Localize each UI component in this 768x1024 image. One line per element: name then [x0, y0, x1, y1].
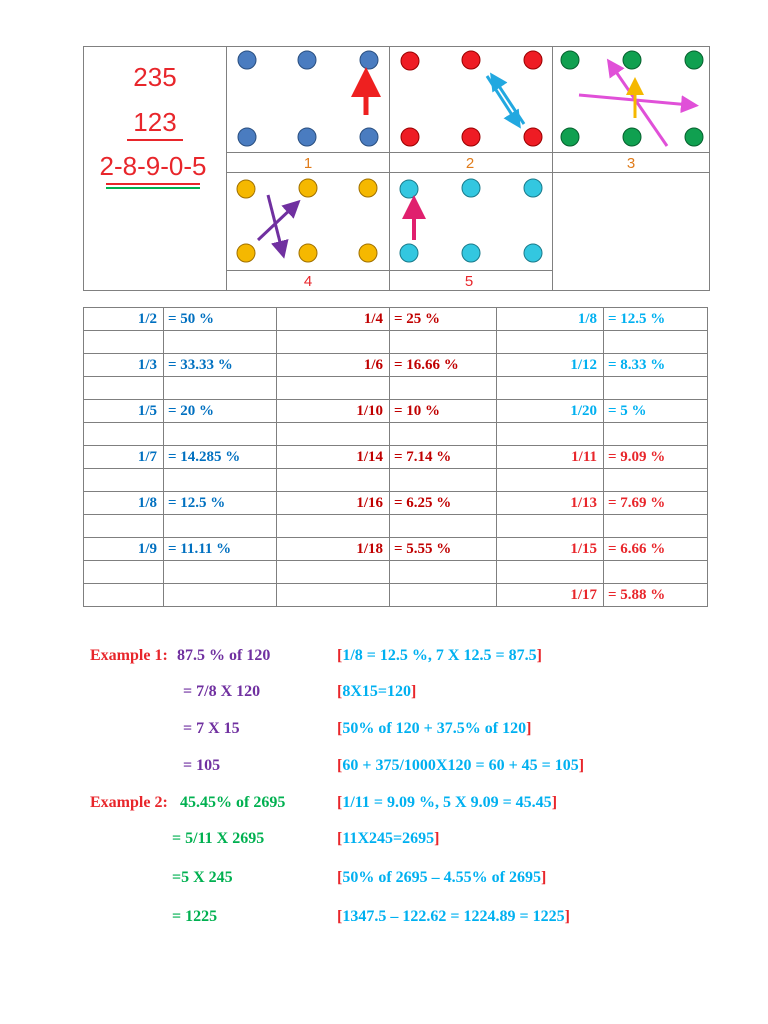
fraction-cell	[84, 423, 164, 446]
fraction-cell	[84, 331, 164, 354]
fraction-cell: 1/8	[84, 492, 164, 515]
fraction-cell	[84, 561, 164, 584]
fraction-cell	[84, 515, 164, 538]
fraction-cell	[277, 423, 390, 446]
example-1-note-3: [50% of 120 + 37.5% of 120]	[337, 720, 532, 737]
percent-cell	[604, 423, 708, 446]
table-row	[84, 423, 708, 446]
fraction-cell: 1/18	[277, 538, 390, 561]
example-2-step-3: =5 X 245	[172, 869, 233, 886]
example-1-note-2: [8X15=120]	[337, 683, 417, 700]
pattern-2-label: 2	[465, 155, 475, 172]
fraction-cell	[84, 584, 164, 607]
fraction-cell: 1/10	[277, 400, 390, 423]
example-1-step-4: = 105	[183, 757, 221, 774]
example-1-step-3: = 7 X 15	[183, 720, 240, 737]
fraction-cell	[277, 584, 390, 607]
fraction-cell	[497, 423, 604, 446]
table-row	[84, 492, 708, 515]
percent-cell	[390, 331, 497, 354]
percent-cell	[390, 423, 497, 446]
fraction-cell: 1/14	[277, 446, 390, 469]
pattern-1-label: 1	[303, 155, 313, 172]
percent-cell	[164, 331, 277, 354]
fraction-cell: 1/6	[277, 354, 390, 377]
table-row	[84, 584, 708, 607]
fraction-cell: 1/16	[277, 492, 390, 515]
pattern-5-label: 5	[464, 273, 474, 290]
pattern-3	[561, 51, 703, 172]
example-2-note-2: [11X245=2695]	[337, 830, 440, 847]
example-1-note-1: [1/8 = 12.5 %, 7 X 12.5 = 87.5]	[337, 647, 542, 664]
fraction-cell	[497, 515, 604, 538]
percent-cell: = 33.33 %	[164, 354, 277, 377]
pattern-2-arrow-a	[487, 76, 516, 121]
table-row	[84, 377, 708, 400]
pattern-4	[237, 179, 377, 290]
example-1-note-4: [60 + 375/1000X120 = 60 + 45 = 105]	[337, 757, 585, 774]
fraction-cell	[84, 377, 164, 400]
fraction-cell	[497, 331, 604, 354]
fraction-cell	[277, 561, 390, 584]
percent-cell	[604, 377, 708, 400]
percent-cell: = 12.5 %	[604, 308, 708, 331]
example-2-note-1: [1/11 = 9.09 %, 5 X 9.09 = 45.45]	[337, 794, 558, 811]
example-2-label: Example 2:	[90, 794, 168, 811]
percent-cell	[604, 331, 708, 354]
fraction-cell: 1/5	[84, 400, 164, 423]
percent-cell	[164, 515, 277, 538]
example-1-label: Example 1:	[90, 647, 168, 664]
pattern-2	[401, 51, 542, 172]
example-2-note-3: [50% of 2695 – 4.55% of 2695]	[337, 869, 547, 886]
fraction-cell	[277, 377, 390, 400]
fraction-cell: 1/17	[497, 584, 604, 607]
fraction-cell: 1/3	[84, 354, 164, 377]
fraction-cell	[497, 469, 604, 492]
table-row	[84, 308, 708, 331]
percent-cell: = 5.88 %	[604, 584, 708, 607]
percent-cell: = 12.5 %	[164, 492, 277, 515]
percent-cell	[390, 561, 497, 584]
table-row	[84, 331, 708, 354]
fraction-cell	[277, 331, 390, 354]
percent-cell	[390, 515, 497, 538]
pattern-4-dots	[237, 179, 377, 262]
fraction-cell: 1/15	[497, 538, 604, 561]
percent-cell: = 6.66 %	[604, 538, 708, 561]
example-1-step-2: = 7/8 X 120	[183, 683, 261, 700]
percent-cell	[390, 377, 497, 400]
percent-cell	[604, 561, 708, 584]
percent-cell: = 6.25 %	[390, 492, 497, 515]
example-2-step-4: = 1225	[172, 908, 218, 925]
fraction-cell: 1/4	[277, 308, 390, 331]
percent-cell: = 16.66 %	[390, 354, 497, 377]
table-row	[84, 515, 708, 538]
fraction-cell	[277, 515, 390, 538]
fraction-cell	[497, 377, 604, 400]
pattern-1	[238, 51, 378, 172]
fraction-cell: 1/7	[84, 446, 164, 469]
percent-cell	[604, 469, 708, 492]
example-2-note-4: [1347.5 – 122.62 = 1224.89 = 1225]	[337, 908, 570, 925]
fraction-cell: 1/8	[497, 308, 604, 331]
example-2-step-1: 45.45% of 2695	[180, 794, 286, 811]
fraction-cell: 1/11	[497, 446, 604, 469]
percent-cell	[164, 423, 277, 446]
percent-cell	[390, 469, 497, 492]
example-2-step-2: = 5/11 X 2695	[172, 830, 265, 847]
fraction-cell	[277, 469, 390, 492]
pattern-2-dots	[401, 51, 542, 146]
percent-cell: = 25 %	[390, 308, 497, 331]
percent-cell: = 11.11 %	[164, 538, 277, 561]
percent-cell: = 50 %	[164, 308, 277, 331]
fraction-cell: 1/2	[84, 308, 164, 331]
trick-line-1: 235	[133, 62, 177, 92]
pattern-4-arrow-b	[268, 195, 282, 250]
percent-cell: = 10 %	[390, 400, 497, 423]
percent-cell	[390, 584, 497, 607]
pattern-1-dots	[238, 51, 378, 146]
pattern-5-dots	[400, 179, 542, 262]
percent-cell: = 8.33 %	[604, 354, 708, 377]
pattern-2-arrow-b	[495, 80, 524, 124]
percent-cell: = 5 %	[604, 400, 708, 423]
table-row	[84, 538, 708, 561]
percent-cell: = 9.09 %	[604, 446, 708, 469]
percent-cell	[604, 515, 708, 538]
percent-cell: = 7.14 %	[390, 446, 497, 469]
table-row	[84, 469, 708, 492]
fraction-percent-table	[83, 307, 708, 607]
pattern-4-label: 4	[303, 273, 313, 290]
fraction-cell	[84, 469, 164, 492]
trick-line-3: 2-8-9-0-5	[99, 151, 207, 181]
table-row	[84, 354, 708, 377]
table-row	[84, 446, 708, 469]
table-row	[84, 561, 708, 584]
pattern-grid	[0, 0, 768, 300]
percent-cell: = 20 %	[164, 400, 277, 423]
percent-cell	[164, 561, 277, 584]
percent-cell: = 7.69 %	[604, 492, 708, 515]
fraction-cell: 1/13	[497, 492, 604, 515]
example-1-step-1: 87.5 % of 120	[177, 647, 271, 664]
percent-cell	[164, 584, 277, 607]
fraction-cell: 1/12	[497, 354, 604, 377]
trick-line-2: 123	[133, 107, 177, 137]
fraction-cell	[497, 561, 604, 584]
fraction-cell: 1/20	[497, 400, 604, 423]
table-row	[84, 400, 708, 423]
pattern-5	[400, 179, 542, 290]
percent-cell: = 14.285 %	[164, 446, 277, 469]
percent-cell	[164, 469, 277, 492]
fraction-cell: 1/9	[84, 538, 164, 561]
percent-cell	[164, 377, 277, 400]
percent-cell: = 5.55 %	[390, 538, 497, 561]
pattern-3-label: 3	[626, 155, 636, 172]
